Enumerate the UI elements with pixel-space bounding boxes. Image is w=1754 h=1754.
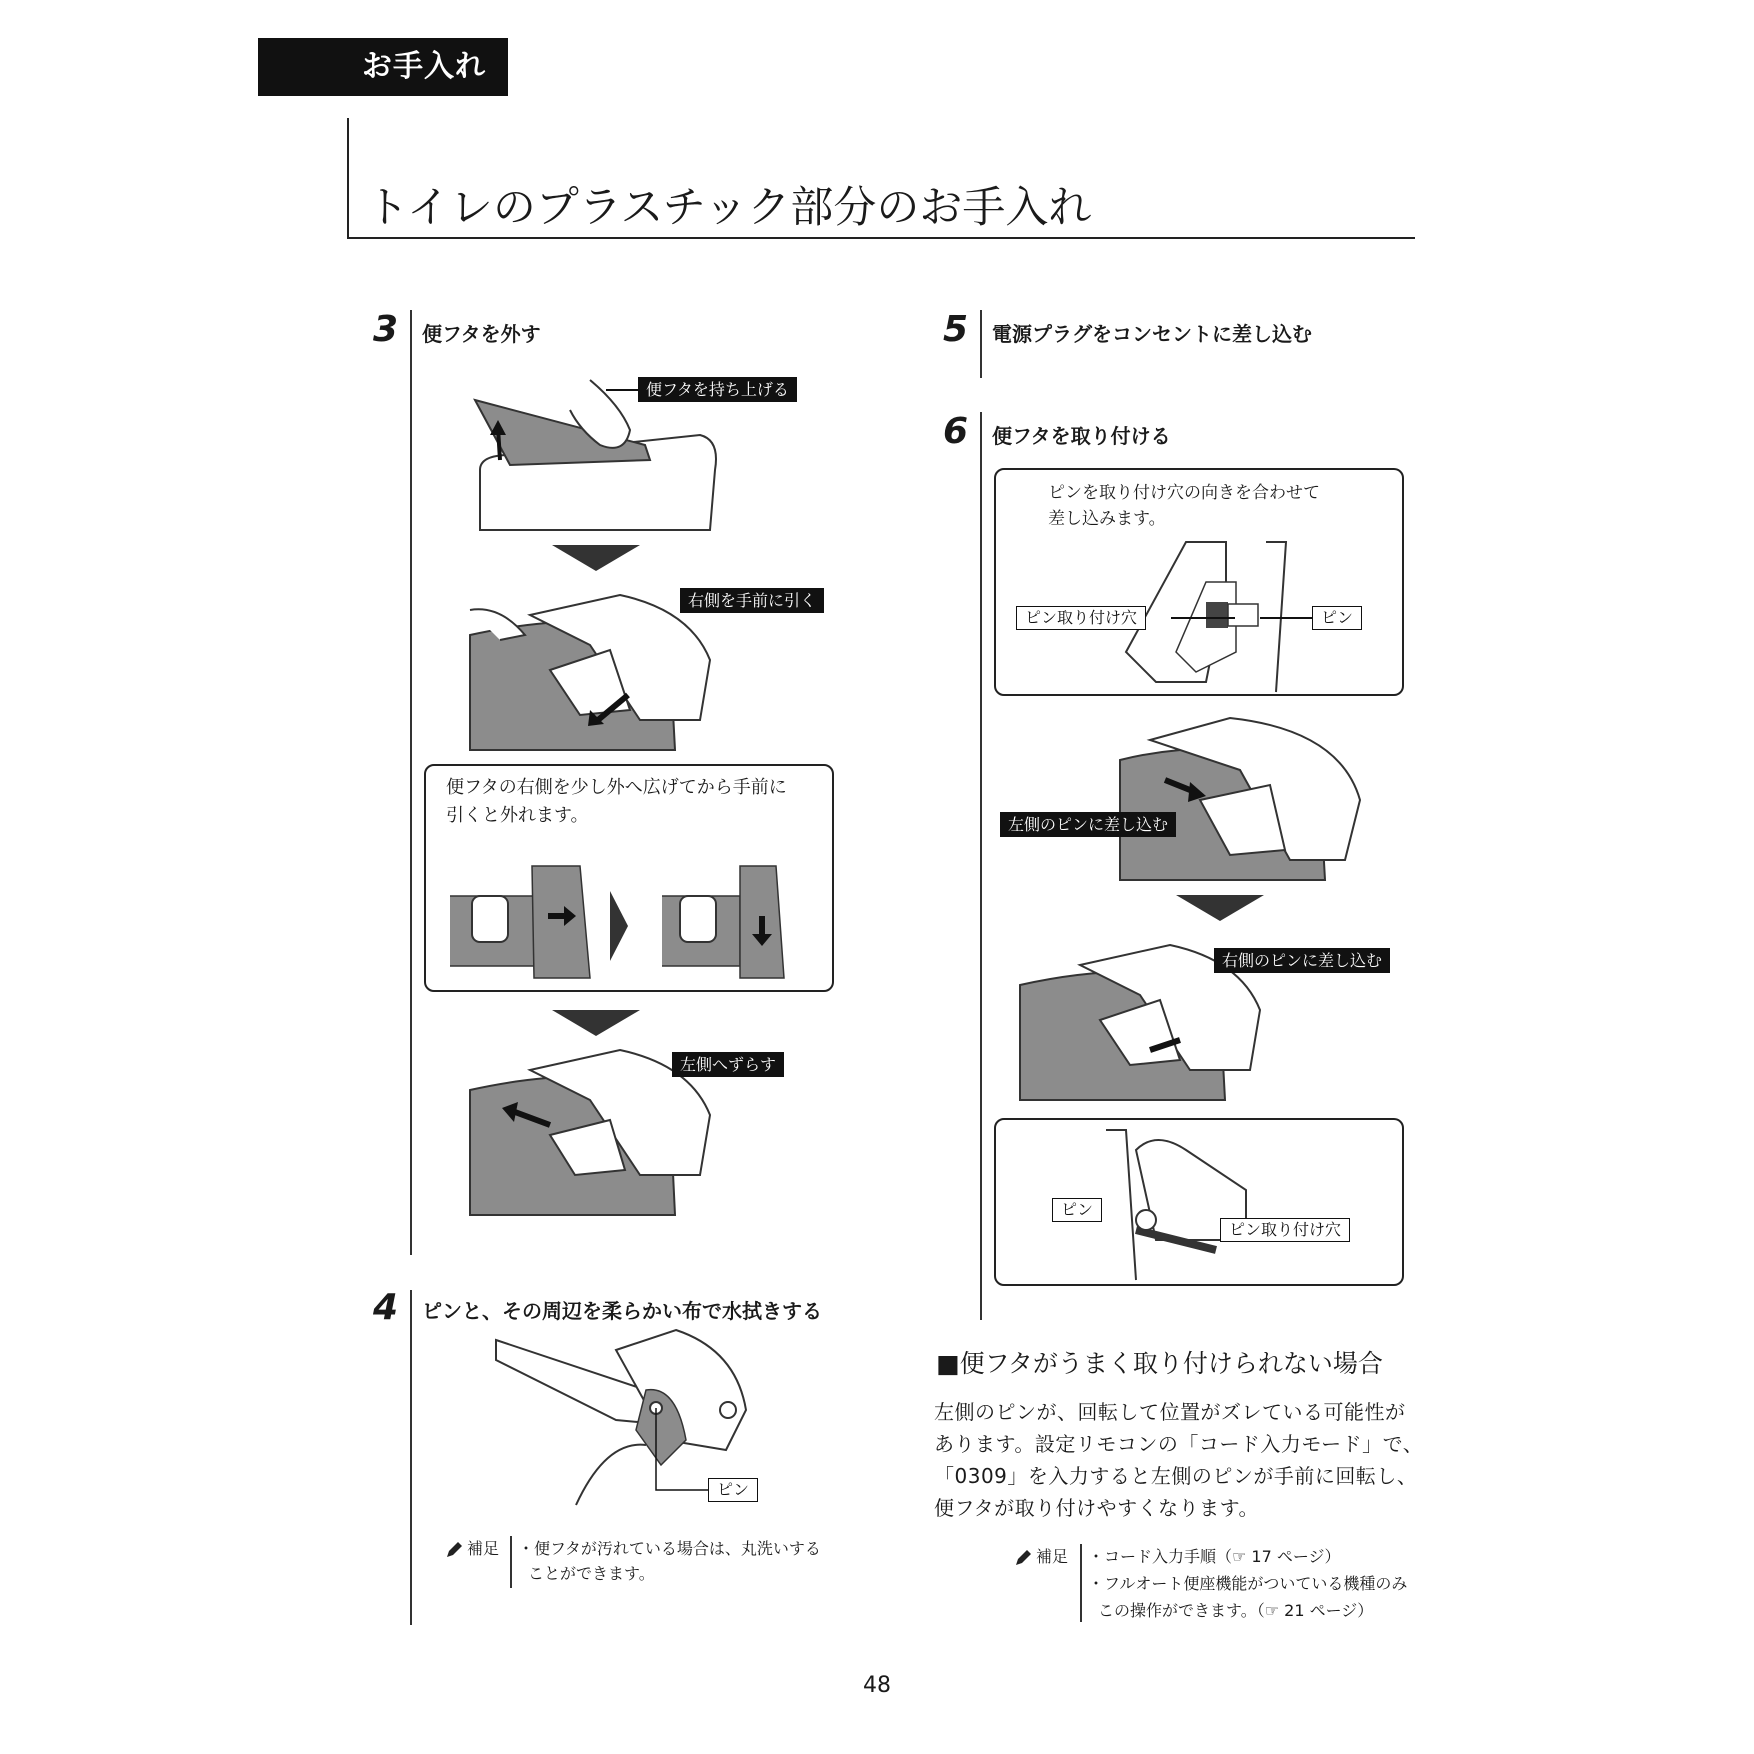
detail-text-line2: 差し込みます。 bbox=[1048, 509, 1166, 529]
pencil-icon bbox=[444, 1540, 464, 1560]
callout-lift-lid: 便フタを持ち上げる bbox=[638, 377, 797, 402]
detail-text-line2: 引くと外れます。 bbox=[446, 805, 589, 826]
pull-right-illustration bbox=[470, 590, 720, 750]
detail-text-line1: ピンを取り付け穴の向きを合わせて bbox=[1048, 483, 1320, 503]
step-5-title: 電源プラグをコンセントに差し込む bbox=[992, 322, 1312, 346]
note-line2-step4: ことができます。 bbox=[528, 1564, 655, 1583]
down-chevron-icon bbox=[552, 1010, 640, 1038]
note-line1-step4: ・便フタが汚れている場合は、丸洗いする bbox=[518, 1539, 821, 1558]
label-pin: ピン bbox=[708, 1478, 758, 1502]
step-4-number: 4 bbox=[373, 1287, 399, 1328]
note-rule-step4 bbox=[510, 1536, 512, 1588]
detail-box-step6-top bbox=[994, 468, 1404, 696]
callout-right-pin: 右側のピンに差し込む bbox=[1214, 948, 1390, 973]
leader-line bbox=[1171, 617, 1235, 619]
note-line2-trouble: ・フルオート便座機能がついている機種のみ bbox=[1088, 1574, 1408, 1593]
step-3-rule bbox=[410, 310, 412, 1255]
pencil-icon bbox=[1013, 1548, 1033, 1568]
step-3-number: 3 bbox=[373, 309, 399, 350]
trouble-line-4: 便フタが取り付けやすくなります。 bbox=[934, 1496, 1259, 1520]
section-tab: お手入れ bbox=[258, 38, 508, 96]
callout-left-pin: 左側のピンに差し込む bbox=[1000, 812, 1176, 837]
title-bracket-vertical bbox=[347, 118, 349, 238]
note-line3-trouble: この操作ができます。（☞ 21 ページ） bbox=[1098, 1601, 1374, 1620]
leader-line bbox=[1260, 617, 1312, 619]
detail-box-step3 bbox=[424, 764, 834, 992]
step-6-rule bbox=[980, 412, 982, 1320]
pin-hole-closeup-illustration bbox=[1096, 1130, 1296, 1280]
label-pin-bottom: ピン bbox=[1052, 1198, 1102, 1222]
note-line1-trouble: ・コード入力手順（☞ 17 ページ） bbox=[1088, 1547, 1341, 1566]
step-5-rule bbox=[980, 310, 982, 378]
next-chevron-icon bbox=[610, 891, 628, 961]
trouble-line-2: あります。設定リモコンの「コード入力モード」で、 bbox=[934, 1432, 1424, 1456]
note-label-trouble: 補足 bbox=[1036, 1547, 1069, 1566]
down-chevron-icon bbox=[1176, 895, 1264, 923]
page-title: トイレのプラスチック部分のお手入れ bbox=[366, 183, 1092, 233]
step-6-title: 便フタを取り付ける bbox=[992, 424, 1171, 448]
trouble-line-1: 左側のピンが、回転して位置がズレている可能性が bbox=[934, 1400, 1406, 1424]
leader-line bbox=[606, 389, 638, 391]
detail-sequence-illustration bbox=[450, 836, 810, 978]
trouble-line-3: 「0309」を入力すると左側のピンが手前に回転し、 bbox=[934, 1464, 1418, 1488]
insert-left-pin-illustration bbox=[1090, 700, 1380, 880]
callout-slide-left: 左側へずらす bbox=[672, 1052, 784, 1077]
trouble-heading: ■便フタがうまく取り付けられない場合 bbox=[936, 1349, 1383, 1378]
step-5-number: 5 bbox=[943, 309, 969, 350]
label-pin-top: ピン bbox=[1312, 606, 1362, 630]
down-chevron-icon bbox=[552, 545, 640, 573]
title-bracket-horizontal bbox=[347, 237, 1415, 239]
callout-pull-right: 右側を手前に引く bbox=[680, 588, 824, 613]
step-4-title: ピンと、その周辺を柔らかい布で水拭きする bbox=[422, 1299, 822, 1323]
detail-text-line1: 便フタの右側を少し外へ広げてから手前に bbox=[446, 777, 787, 798]
step-4-rule bbox=[410, 1290, 412, 1625]
label-pin-hole-bottom: ピン取り付け穴 bbox=[1220, 1218, 1350, 1242]
label-pin-hole-top: ピン取り付け穴 bbox=[1016, 606, 1146, 630]
step-3-title: 便フタを外す bbox=[422, 322, 541, 346]
step-6-number: 6 bbox=[943, 411, 969, 452]
note-rule-trouble bbox=[1080, 1544, 1082, 1622]
page-number: 48 bbox=[863, 1673, 891, 1698]
note-label-step4: 補足 bbox=[467, 1539, 500, 1558]
